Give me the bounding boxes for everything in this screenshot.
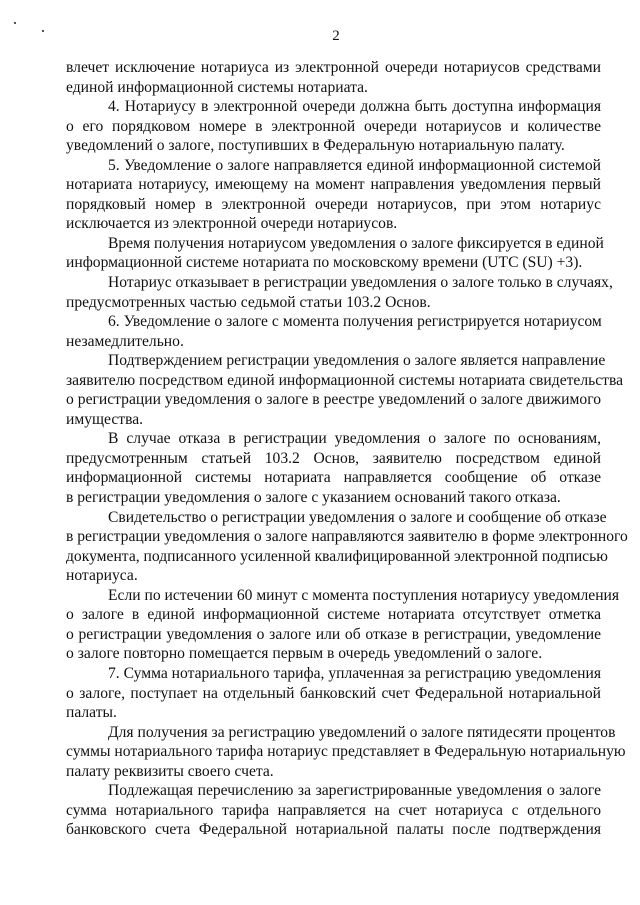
text-line: сумма нотариального тарифа направляется на счет нотариуса с отдельного <box>66 801 601 819</box>
scan-speck <box>14 22 16 24</box>
paragraph <box>66 351 624 429</box>
text-line: 6. Уведомление о залоге с момента получения регистрируется нотариусом <box>108 313 602 331</box>
text-line: заявителю посредством единой информационной системы нотариата свидетельства <box>66 371 624 389</box>
text-line: Время получения нотариусом уведомления о залоге фиксируется в единой <box>108 234 604 252</box>
text-line: незамедлительно. <box>66 332 184 350</box>
paragraph <box>66 312 601 351</box>
text-line: документа, подписанного усиленной квалифицированной электронной подписью <box>66 547 608 565</box>
text-line: 7. Сумма нотариального тарифа, уплаченная за регистрацию уведомления <box>108 664 601 682</box>
text-line: Свидетельство о регистрации уведомления о залоге и сообщение об отказе <box>108 508 607 526</box>
text-line: суммы нотариального тарифа нотариус представляет в Федеральную нотариальную <box>66 743 626 761</box>
text-line: о залоге в единой информационной системе нотариата отсутствует отметка <box>66 606 601 624</box>
text-line: Подтверждением регистрации уведомления о залоге является направление <box>108 352 606 370</box>
text-line: информационной системы нотариата направляется сообщение об отказе <box>66 469 601 487</box>
paragraph <box>66 429 601 507</box>
text-line: о его порядковом номере в электронной очереди нотариусов и количестве <box>66 117 601 135</box>
text-line: уведомлений о залоге, поступивших в Федеральную нотариальную палату. <box>66 137 565 155</box>
text-line: В случае отказа в регистрации уведомления о залоге по основаниям, <box>108 430 601 448</box>
text-line: имущества. <box>66 410 144 428</box>
paragraph <box>66 58 601 97</box>
paragraph <box>66 723 626 782</box>
text-line: 5. Уведомление о залоге направляется единой информационной системой <box>108 156 601 174</box>
page-number: 2 <box>332 28 340 44</box>
paragraph <box>66 156 601 234</box>
text-line: предусмотренным статьей 103.2 Основ, заявителю посредством единой <box>66 449 601 467</box>
text-line: 4. Нотариусу в электронной очереди должна быть доступна информация <box>108 98 601 116</box>
scan-speck <box>42 30 44 32</box>
paragraph <box>66 586 620 664</box>
text-line: банковского счета Федеральной нотариальной палаты после подтверждения <box>66 821 601 839</box>
paragraph <box>66 234 604 273</box>
text-line: нотариуса. <box>66 567 138 585</box>
paragraph <box>66 664 601 723</box>
paragraph <box>66 781 601 840</box>
text-line: нотариата нотариусу, имеющему на момент направления уведомления первый <box>66 176 601 194</box>
text-line: в регистрации уведомления о залоге с указанием оснований такого отказа. <box>66 489 561 507</box>
text-line: в регистрации уведомления о залоге направляются заявителю в форме электронного <box>66 528 628 546</box>
text-line: исключается из электронной очереди нотариусов. <box>66 215 398 233</box>
text-line: порядковый номер в электронной очереди нотариусов, при этом нотариус <box>66 195 601 213</box>
document-body <box>66 58 628 840</box>
paragraph <box>66 273 613 312</box>
text-line: Подлежащая перечислению за зарегистрированные уведомления о залоге <box>108 782 601 800</box>
text-line: Если по истечении 60 минут с момента поступления нотариусу уведомления <box>108 586 620 604</box>
text-line: Для получения за регистрацию уведомлений о залоге пятидесяти процентов <box>108 723 616 741</box>
text-line: о регистрации уведомления о залоге в реестре уведомлений о залоге движимого <box>66 391 601 409</box>
paragraph <box>66 97 601 156</box>
text-line: информационной системе нотариата по московскому времени (UTC (SU) +3). <box>66 254 583 272</box>
text-line: единой информационной системы нотариата. <box>66 78 368 96</box>
text-line: палаты. <box>66 704 117 722</box>
text-line: предусмотренных частью седьмой статьи 103.2 Основ. <box>66 293 431 311</box>
text-line: о регистрации уведомления о залоге или об отказе в регистрации, уведомление <box>66 625 601 643</box>
text-line: палату реквизиты своего счета. <box>66 762 274 780</box>
paragraph <box>66 508 628 586</box>
text-line: Нотариус отказывает в регистрации уведомления о залоге только в случаях, <box>108 274 613 292</box>
text-line: влечет исключение нотариуса из электронной очереди нотариусов средствами <box>66 59 601 76</box>
text-line: о залоге повторно помещается первым в очередь уведомлений о залоге. <box>66 645 543 663</box>
text-line: о залоге, поступает на отдельный банковский счет Федеральной нотариальной <box>66 684 601 702</box>
